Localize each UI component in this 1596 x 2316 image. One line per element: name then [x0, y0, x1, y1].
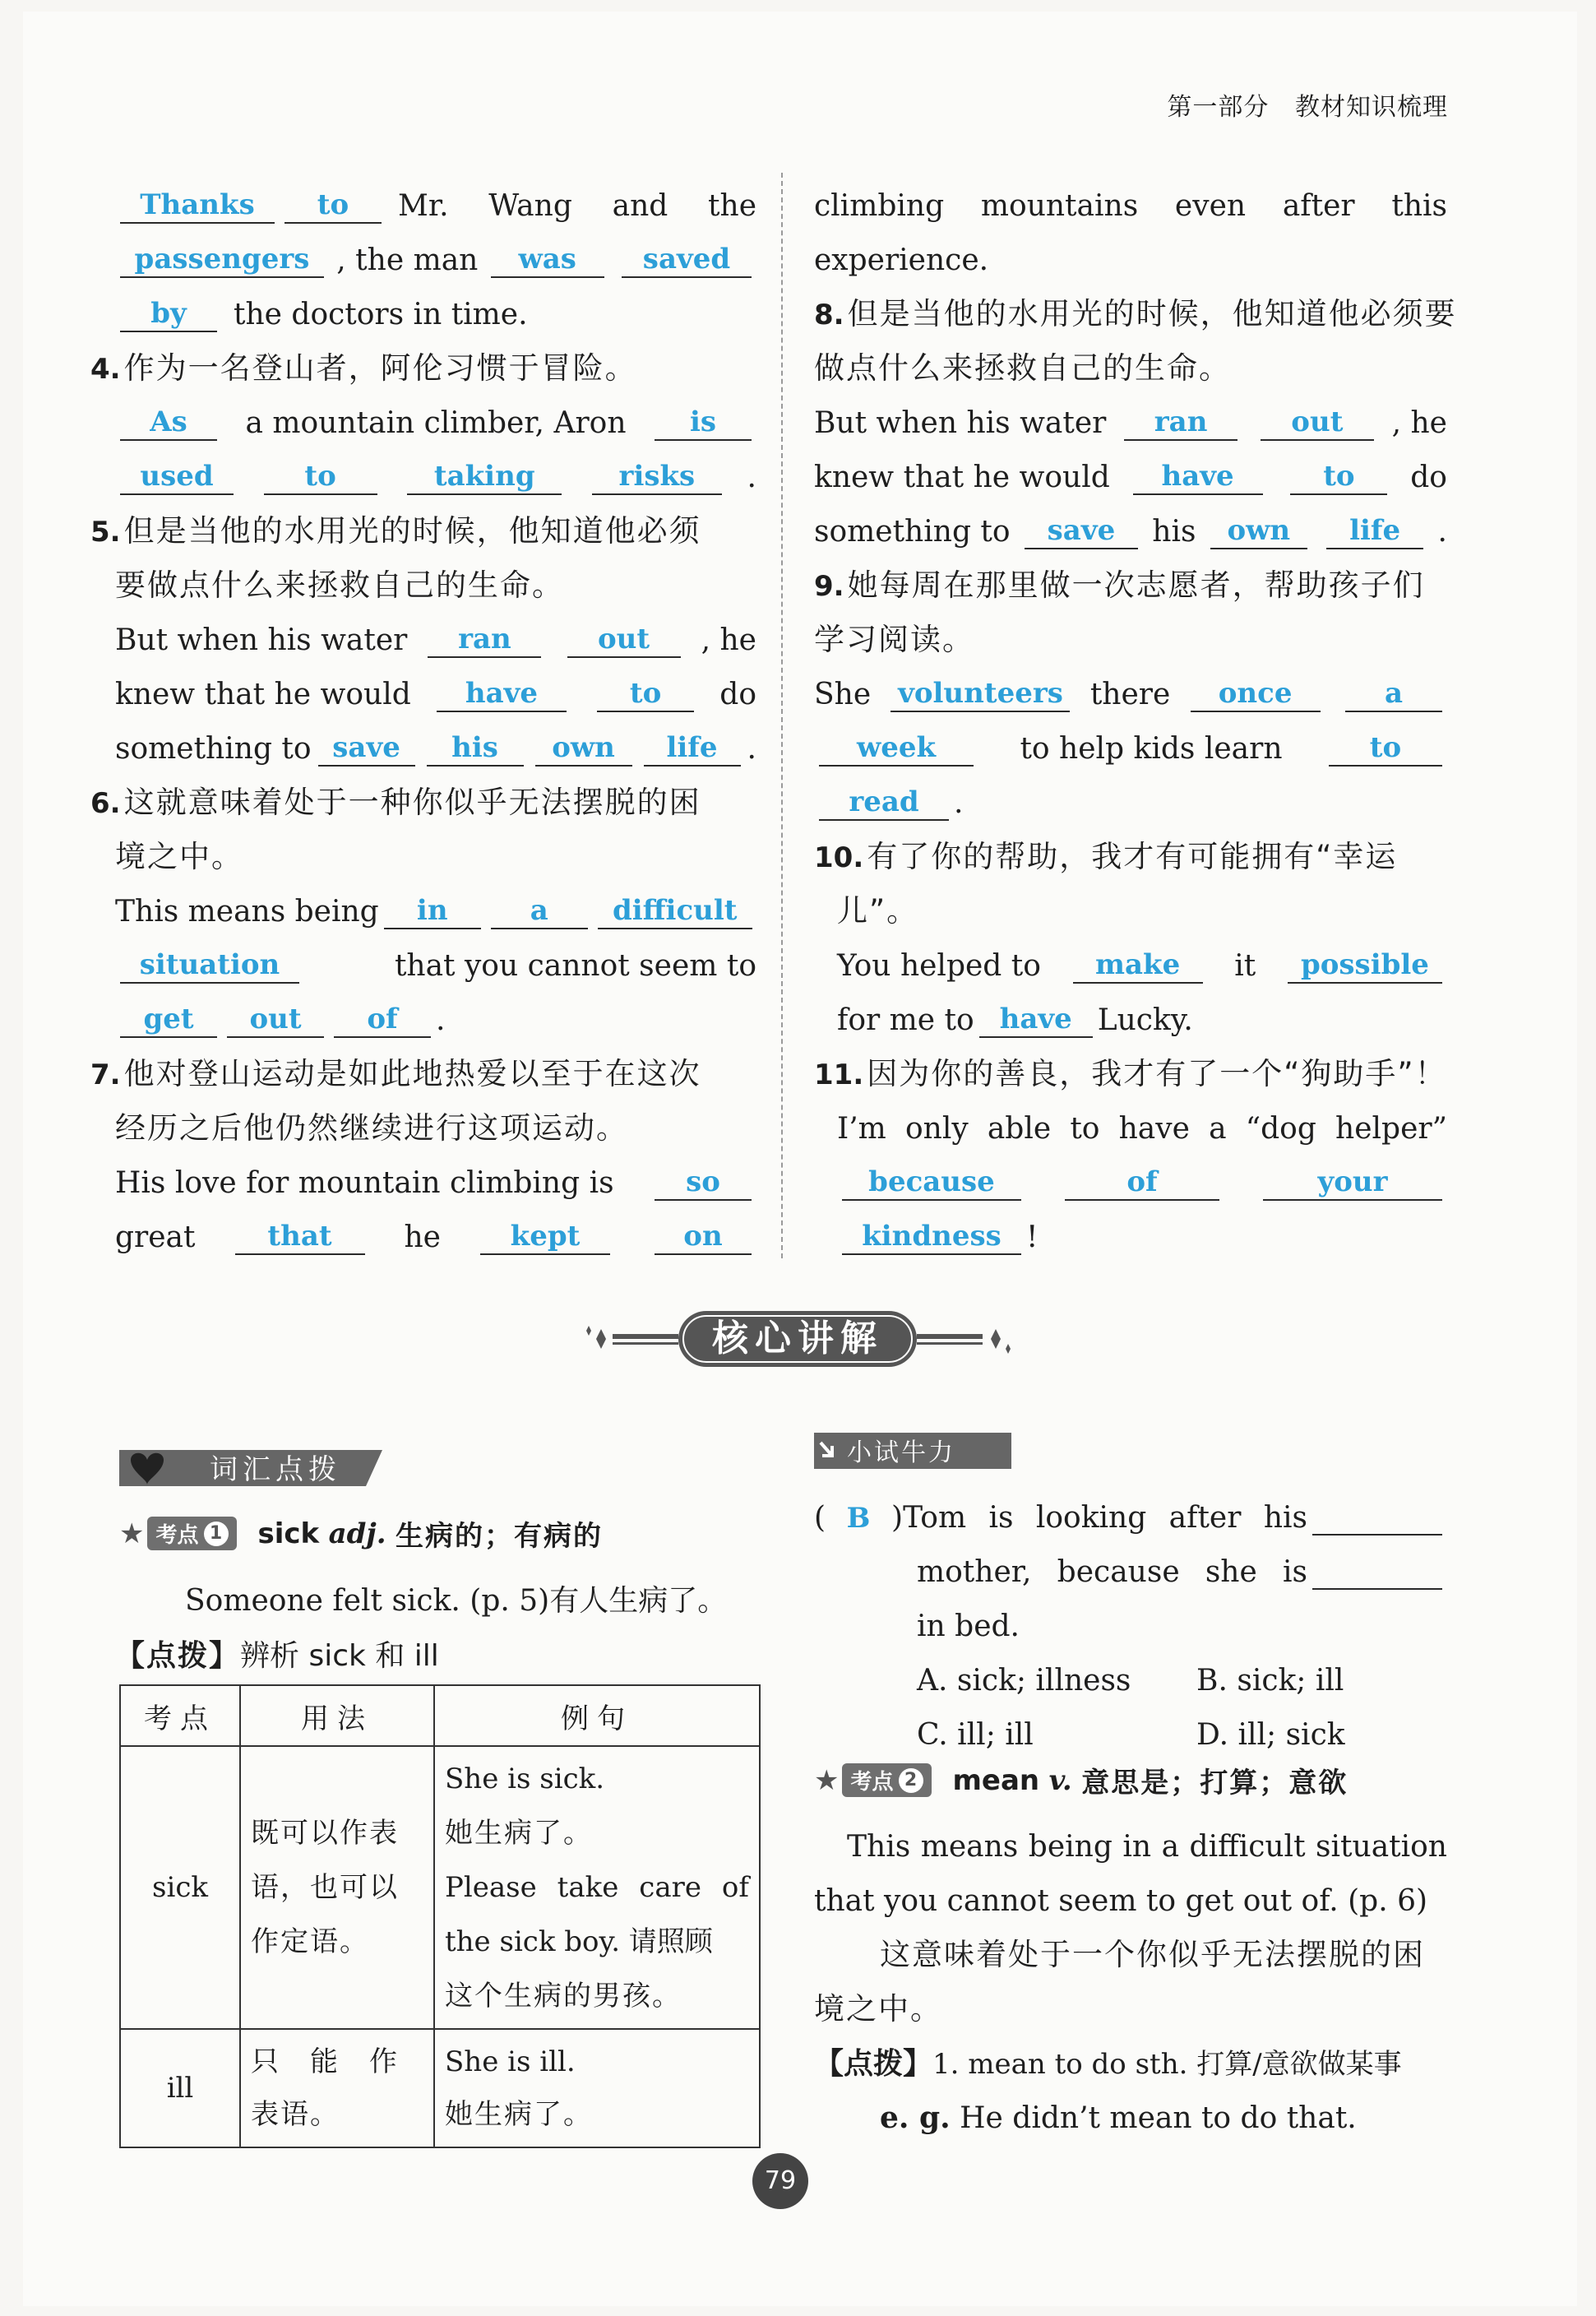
- answer-choice: B: [846, 1502, 871, 1536]
- exercise-text: to help kids learn: [1020, 731, 1283, 766]
- answer-blank: of: [334, 1003, 431, 1038]
- exercise-text: This means being: [115, 894, 379, 929]
- question-chinese: 有了你的帮助，我才有可能拥有“幸运: [867, 838, 1398, 874]
- paren-open: (: [814, 1500, 826, 1535]
- exercise-line: [115, 390, 756, 444]
- question-number: 11.: [814, 1058, 864, 1092]
- example-sentence: Someone felt sick. (p. 5)有人生病了。: [185, 1584, 728, 1618]
- answer-blank: saved: [622, 243, 752, 278]
- exercise-text: She: [814, 677, 872, 711]
- table-header: 用法: [240, 1685, 434, 1746]
- page-header: [1167, 86, 1448, 123]
- exercise-text: )Tom is looking after his: [891, 1500, 1307, 1535]
- usage-line: 作定语。: [251, 1925, 369, 1958]
- exercise-line: [814, 607, 1447, 661]
- exercise-text: climbing mountains even after this: [814, 188, 1447, 223]
- answer-blank: kindness: [842, 1220, 1021, 1255]
- question-chinese: 作为一名登山者，阿伦习惯于冒险。: [123, 350, 637, 386]
- example-line: [814, 1868, 1447, 1922]
- example-sentence: that you cannot seem to get out of. (p. 6): [814, 1883, 1428, 1918]
- example-line: [814, 1922, 1447, 1976]
- answer-blank: volunteers: [891, 677, 1070, 712]
- exercise-text: there: [1089, 677, 1171, 711]
- tip-line: [115, 1633, 439, 1674]
- example-line: She is ill.: [445, 2045, 576, 2078]
- trial-label-text: 小试牛力: [847, 1438, 955, 1467]
- exercise-line: [814, 227, 1447, 281]
- answer-blank: to: [1290, 460, 1387, 495]
- answer-blank: used: [120, 460, 234, 495]
- exercise-line: [115, 1095, 756, 1150]
- example-sentence: This means being in a difficult situation: [847, 1829, 1447, 1864]
- exercise-text: he: [404, 1220, 441, 1254]
- table-cell-example: [434, 1746, 760, 2029]
- table-row: [120, 1746, 760, 2029]
- keypoint-meaning: 意思是；打算；意欲: [1081, 1767, 1349, 1800]
- exercise-line: [814, 336, 1447, 390]
- answer-blank: was: [491, 243, 604, 278]
- exercise-line: [115, 824, 756, 878]
- answer-blank: life: [1326, 514, 1423, 549]
- question-4: [90, 336, 756, 390]
- example-line: [814, 1976, 1447, 2031]
- exercise-line: [814, 716, 1447, 770]
- keypoint-pos: v.: [1048, 1763, 1072, 1797]
- answer-blank: to: [597, 677, 694, 712]
- answer-blank: passengers: [120, 243, 324, 278]
- table-cell-usage: [240, 1746, 434, 2029]
- exercise-text: in bed.: [917, 1609, 1020, 1643]
- answer-blank: in: [384, 894, 481, 929]
- question-number: 7.: [90, 1058, 121, 1092]
- answer-blank: is: [655, 405, 752, 441]
- trial-question: [814, 1485, 1447, 1756]
- page-number: 79: [752, 2153, 808, 2209]
- question-6: [90, 770, 756, 824]
- exercise-text: , he: [1391, 405, 1447, 440]
- exercise-line: [814, 661, 1447, 716]
- exercise-text: , the man: [336, 243, 479, 277]
- exercise-text: something to: [814, 514, 1011, 549]
- answer-blank: save: [318, 731, 415, 767]
- exercise-text: something to: [115, 731, 312, 766]
- section-title-text: 词汇点拨: [210, 1453, 341, 1486]
- table-cell-term: sick: [120, 1746, 240, 2029]
- answer-blank: have: [1133, 460, 1263, 495]
- column-divider: [781, 173, 783, 1258]
- exercise-text: the doctors in time.: [234, 297, 528, 331]
- answer-blank: ran: [1124, 405, 1237, 441]
- answer-blank: out: [567, 623, 681, 658]
- answer-blank: get: [120, 1003, 217, 1038]
- answer-blank: have: [437, 677, 567, 712]
- example-translation: 境之中。: [814, 1990, 942, 2026]
- answer-blank: that: [235, 1220, 365, 1255]
- exercise-text: knew that he would: [115, 677, 411, 711]
- punctuation: .: [436, 1003, 446, 1037]
- exercise-line: [115, 661, 756, 716]
- exercise-line: [115, 444, 756, 498]
- exercise-text: I’m only able to have a “dog helper”: [837, 1111, 1447, 1146]
- answer-blank: your: [1263, 1165, 1442, 1201]
- question-chinese: 学习阅读。: [814, 621, 974, 657]
- exercise-line: [814, 1204, 1447, 1258]
- tip-label: 【点拨】: [814, 2046, 933, 2081]
- usage-line: 语，也可以: [251, 1871, 399, 1904]
- table-cell-example: [434, 2029, 760, 2147]
- header-title: 教材知识梳理: [1295, 93, 1448, 122]
- answer-blank: by: [120, 297, 217, 332]
- exercise-line: [814, 444, 1447, 498]
- exercise-text: , he: [701, 623, 756, 657]
- question-chinese: 做点什么来拯救自己的生命。: [814, 350, 1231, 386]
- exercise-line: [814, 878, 1447, 933]
- exercise-line: [814, 498, 1447, 553]
- comparison-table: [119, 1684, 761, 2148]
- exercise-line: [814, 770, 1447, 824]
- exercise-text: a mountain climber, Aron: [245, 405, 627, 440]
- exercise-line: [115, 716, 756, 770]
- example-line: Please take care of: [445, 1871, 749, 1904]
- exercise-line: [115, 607, 756, 661]
- answer-blank: a: [491, 894, 588, 929]
- question-7: [90, 1041, 756, 1095]
- usage-line: 表语。: [251, 2098, 340, 2131]
- answer-blank: taking: [407, 460, 562, 495]
- answer-blank: out: [227, 1003, 324, 1038]
- answer-blank: out: [1261, 405, 1374, 441]
- exercise-text: do: [1410, 460, 1447, 494]
- tip-label: 【点拨】: [115, 1639, 241, 1673]
- exercise-text: great: [115, 1220, 196, 1254]
- question-9: [814, 553, 1447, 607]
- star-person-icon: ★: [814, 1763, 840, 1797]
- exercise-text: do: [719, 677, 756, 711]
- exercise-line: [115, 1204, 756, 1258]
- option-d: D. ill; sick: [1196, 1717, 1345, 1752]
- option-a: A. sick; illness: [917, 1663, 1131, 1698]
- answer-blank: so: [655, 1165, 752, 1201]
- answer-blank: because: [842, 1165, 1021, 1201]
- exercise-text: You helped to: [837, 948, 1041, 983]
- exercise-line: [115, 173, 756, 227]
- exercise-text: mother, because she is: [917, 1554, 1307, 1589]
- answer-blank: risks: [592, 460, 722, 495]
- question-chinese: 儿”。: [837, 892, 919, 929]
- table-cell-usage: [240, 2029, 434, 2147]
- answer-blank: life: [644, 731, 741, 767]
- exercise-line: [115, 1150, 756, 1204]
- exercise-line: [814, 1593, 1447, 1647]
- answer-blank: As: [120, 405, 217, 441]
- answer-blank: on: [655, 1220, 752, 1255]
- empty-blank: [1312, 1588, 1442, 1590]
- answer-blank: once: [1191, 677, 1321, 712]
- option-c: C. ill; ill: [917, 1717, 1034, 1752]
- exercise-line: [814, 173, 1447, 227]
- answer-blank: read: [819, 785, 949, 821]
- answer-blank: to: [285, 188, 382, 224]
- empty-blank: [1312, 1534, 1442, 1536]
- exercise-text: experience.: [814, 243, 989, 277]
- example-line: 这个生病的男孩。: [445, 1980, 682, 2013]
- exercise-text: But when his water: [115, 623, 408, 657]
- question-chinese: 但是当他的水用光的时候，他知道他必须: [123, 512, 701, 549]
- answer-blank: make: [1073, 948, 1203, 984]
- star-person-icon: ★: [119, 1517, 145, 1550]
- tip-line: [814, 2031, 1447, 2085]
- trial-label: [814, 1431, 1011, 1471]
- example-line: the sick boy. 请照顾: [445, 1925, 713, 1958]
- answer-blank: own: [1210, 514, 1307, 549]
- answer-blank: Thanks: [120, 188, 275, 224]
- tip-text: 辨析 sick 和 ill: [240, 1639, 439, 1673]
- answer-blank: have: [979, 1003, 1093, 1038]
- example-line: 她生病了。: [445, 2098, 593, 2131]
- exercise-line: [814, 987, 1447, 1041]
- answer-blank: difficult: [598, 894, 752, 929]
- header-part: 第一部分: [1167, 93, 1270, 122]
- answer-blank: ran: [428, 623, 541, 658]
- exercise-line: [814, 1485, 1447, 1539]
- question-chinese: 因为你的善良，我才有了一个“狗助手”！: [867, 1055, 1447, 1091]
- keypoint-1: [119, 1513, 603, 1554]
- exercise-text: Lucky.: [1097, 1003, 1193, 1037]
- keypoint-label: 考点: [155, 1523, 199, 1548]
- keypoint-badge: [147, 1517, 236, 1550]
- example-line: [814, 2085, 1447, 2139]
- question-number: 6.: [90, 787, 121, 821]
- example-line: 她生病了。: [445, 1817, 593, 1850]
- answer-blank: a: [1345, 677, 1442, 712]
- question-10: [814, 824, 1447, 878]
- example-line: She is sick.: [445, 1762, 605, 1795]
- exercise-text: His love for mountain climbing is: [115, 1165, 614, 1200]
- exercise-line: [814, 390, 1447, 444]
- table-header: 考点: [120, 1685, 240, 1746]
- answer-blank: week: [819, 731, 974, 767]
- options-line: [814, 1647, 1447, 1702]
- answer-blank: to: [1329, 731, 1442, 767]
- keypoint-word: mean: [952, 1763, 1040, 1797]
- question-chinese: 经历之后他仍然继续进行这项运动。: [115, 1109, 628, 1146]
- banner-title: 核心讲解: [712, 1318, 883, 1359]
- question-chinese: 但是当他的水用光的时候，他知道他必须要: [847, 295, 1457, 331]
- punctuation: .: [747, 460, 756, 494]
- keypoint-2: [814, 1760, 1348, 1800]
- punctuation: .: [1437, 514, 1447, 549]
- keypoint-label: 考点: [850, 1770, 894, 1795]
- exercise-text: it: [1234, 948, 1256, 983]
- table-cell-term: ill: [120, 2029, 240, 2147]
- table-header: 例句: [434, 1685, 760, 1746]
- exercise-line: [814, 1150, 1447, 1204]
- example-translation: 这意味着处于一个你似乎无法摆脱的困: [880, 1936, 1425, 1972]
- options-line: [814, 1702, 1447, 1756]
- question-number: 10.: [814, 841, 864, 875]
- eg-label: e. g.: [880, 2100, 951, 2135]
- exercise-text: his: [1152, 514, 1196, 549]
- keypoint-pos: adj.: [328, 1517, 386, 1550]
- answer-blank: possible: [1288, 948, 1442, 984]
- tip-text: 1. mean to do sth. 打算/意欲做某事: [932, 2048, 1402, 2082]
- question-chinese: 这就意味着处于一种你似乎无法摆脱的困: [123, 784, 701, 820]
- table-row: [120, 2029, 760, 2147]
- usage-line: 只 能 作: [251, 2045, 399, 2078]
- exercise-line: [814, 1539, 1447, 1593]
- section-banner: [580, 1306, 1015, 1372]
- question-8: [814, 281, 1457, 336]
- answer-blank: own: [535, 731, 632, 767]
- answer-blank: his: [427, 731, 524, 767]
- question-chinese: 要做点什么来拯救自己的生命。: [115, 567, 564, 603]
- answer-blank: of: [1065, 1165, 1219, 1201]
- example-sentence: He didn’t mean to do that.: [960, 2101, 1357, 2135]
- exercise-line: [115, 987, 756, 1041]
- question-number: 4.: [90, 353, 121, 387]
- question-number: 8.: [814, 299, 844, 332]
- right-column: [814, 173, 1457, 1258]
- answer-blank: to: [264, 460, 377, 495]
- exercise-line: [115, 878, 756, 933]
- keypoint-badge: [842, 1763, 931, 1797]
- option-b: B. sick; ill: [1196, 1663, 1344, 1698]
- answer-blank: save: [1025, 514, 1138, 549]
- exercise-text: for me to: [837, 1003, 974, 1037]
- left-column: [90, 173, 756, 1258]
- exercise-line: [115, 227, 756, 281]
- keypoint-2-body: [814, 1813, 1447, 2139]
- usage-line: 既可以作表: [251, 1817, 399, 1850]
- exercise-text: knew that he would: [814, 460, 1110, 494]
- question-11: [814, 1041, 1447, 1095]
- keypoint-word: sick: [257, 1517, 320, 1550]
- exercise-line: [115, 553, 756, 607]
- punctuation: .: [747, 731, 756, 766]
- section-title: [119, 1443, 391, 1491]
- punctuation: !: [1026, 1220, 1039, 1254]
- question-chinese: 他对登山运动是如此地热爱以至于在这次: [123, 1055, 701, 1091]
- question-chinese: 她每周在那里做一次志愿者，帮助孩子们: [847, 567, 1425, 603]
- answer-blank: situation: [120, 948, 299, 984]
- punctuation: .: [954, 785, 964, 820]
- exercise-line: [115, 281, 756, 336]
- question-number: 5.: [90, 516, 121, 549]
- example-line: [814, 1813, 1447, 1868]
- keypoint-meaning: 生病的；有病的: [396, 1520, 604, 1553]
- table-header-row: [120, 1685, 760, 1746]
- question-chinese: 境之中。: [115, 838, 243, 874]
- exercise-line: [814, 1095, 1447, 1150]
- question-number: 9.: [814, 570, 844, 604]
- answer-blank: kept: [480, 1220, 610, 1255]
- exercise-text: that you cannot seem to: [394, 948, 756, 983]
- exercise-line: [115, 933, 756, 987]
- keypoint-number: 2: [899, 1768, 923, 1793]
- keypoint-number: 1: [204, 1522, 229, 1546]
- exercise-text: Mr. Wang and the: [398, 188, 756, 223]
- question-5: [90, 498, 756, 553]
- exercise-line: [814, 933, 1447, 987]
- exercise-text: But when his water: [814, 405, 1107, 440]
